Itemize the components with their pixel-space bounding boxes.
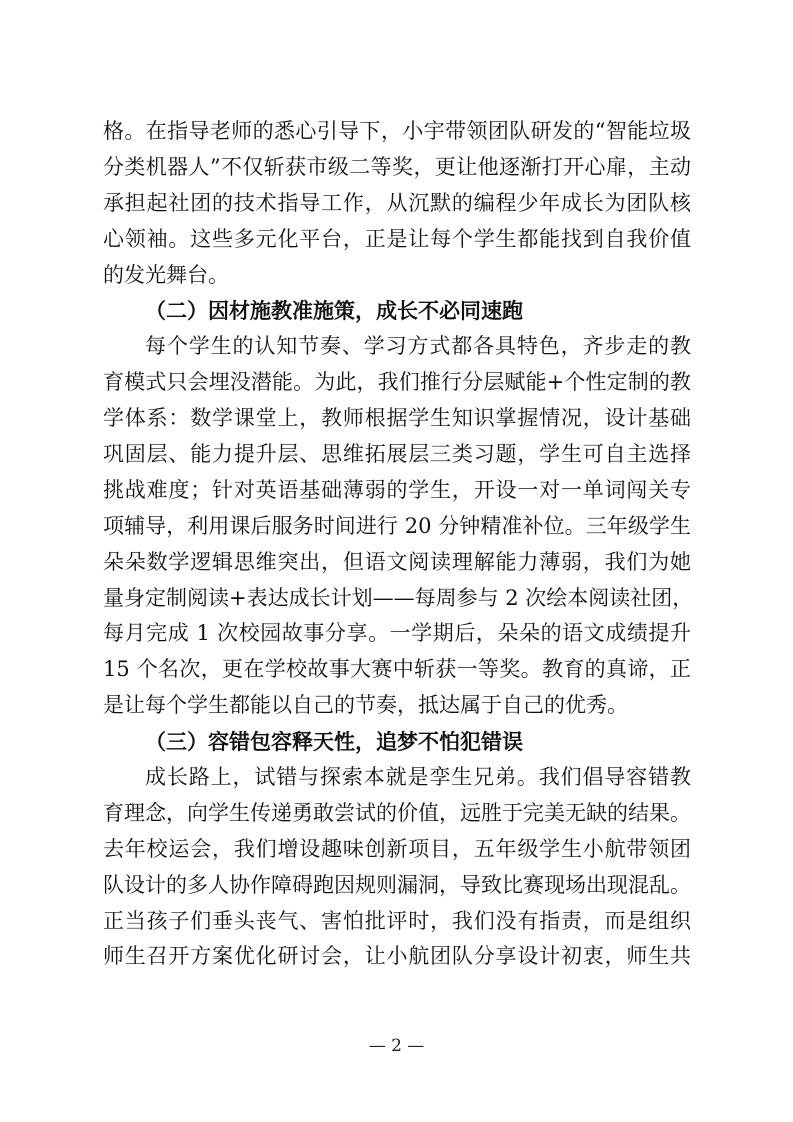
text-line: 心领袖。这些多元化平台，正是让每个学生都能找到自我价值	[103, 226, 691, 251]
text-line: 项辅导，利用课后服务时间进行 20 分钟精准补位。三年级学生	[103, 513, 691, 538]
text-line: 育理念，向学生传递勇敢尝试的价值，远胜于完美无缺的结果。	[103, 800, 691, 825]
text-line: 挑战难度；针对英语基础薄弱的学生，开设一对一单词闯关专	[103, 477, 691, 502]
section-heading: （三）容错包容释天性，追梦不怕犯错误	[145, 729, 523, 755]
document-body	[103, 114, 694, 975]
text-line: 格。在指导老师的悉心引导下，小宇带领团队研发的“智能垃圾	[103, 119, 691, 143]
text-line: 15 个名次，更在学校故事大赛中斩获一等奖。教育的真谛，正	[103, 657, 691, 682]
text-line: 分类机器人”不仅斩获市级二等奖，更让他逐渐打开心扉，主动	[103, 154, 691, 179]
text-line: 学体系：数学课堂上，教师根据学生知识掌握情况，设计基础	[103, 406, 691, 431]
text-line: 的发光舞台。	[103, 262, 229, 287]
text-line: 队设计的多人协作障碍跑因规则漏洞，导致比赛现场出现混乱。	[103, 872, 691, 897]
text-line: 承担起社团的技术指导工作，从沉默的编程少年成长为团队核	[103, 190, 691, 215]
paragraph-first-line: 成长路上，试错与探索本就是孪生兄弟。我们倡导容错教	[145, 765, 691, 790]
section-heading: （二）因材施教准施策，成长不必同速跑	[145, 298, 523, 324]
text-line: 每月完成 1 次校园故事分享。一学期后，朵朵的语文成绩提升	[103, 621, 691, 646]
text-line: 巩固层、能力提升层、思维拓展层三类习题，学生可自主选择	[103, 442, 691, 467]
text-line: 是让每个学生都能以自己的节奏，抵达属于自己的优秀。	[103, 693, 628, 718]
page-number: — 2 —	[368, 1036, 425, 1056]
text-line: 朵朵数学逻辑思维突出，但语文阅读理解能力薄弱，我们为她	[103, 549, 691, 574]
text-line: 师生召开方案优化研讨会，让小航团队分享设计初衷，师生共	[103, 944, 691, 969]
text-line: 去年校运会，我们增设趣味创新项目，五年级学生小航带领团	[103, 836, 691, 861]
text-line: 量身定制阅读+表达成长计划——每周参与 2 次绘本阅读社团，	[103, 585, 694, 610]
text-line: 正当孩子们垂头丧气、害怕批评时，我们没有指责，而是组织	[103, 908, 691, 933]
text-line: 育模式只会埋没潜能。为此，我们推行分层赋能+个性定制的教	[103, 370, 691, 395]
paragraph-first-line: 每个学生的认知节奏、学习方式都各具特色，齐步走的教	[145, 334, 691, 359]
